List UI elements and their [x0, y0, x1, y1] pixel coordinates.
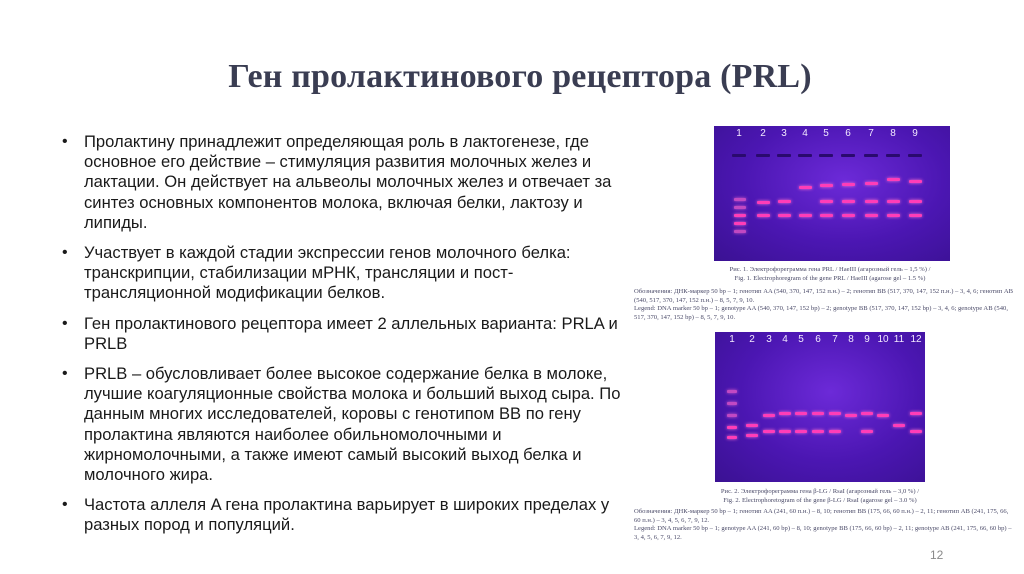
lane-label: 11	[893, 334, 905, 345]
gel-band	[842, 200, 855, 203]
lane-label: 10	[877, 334, 889, 345]
gel-well	[732, 154, 746, 157]
figure2-caption-ru: Рис. 2. Электрофореграмма гена β-LG / RsaI (агарозный гель – 3,0 %) /	[720, 488, 920, 495]
gel-band	[757, 214, 770, 217]
gel-band	[757, 201, 770, 204]
gel-band	[734, 230, 746, 233]
figure2-legend	[634, 508, 1014, 542]
bullet-text: Частота аллеля A гена пролактина варьирует в широких пределах у разных пород и популяций.	[84, 495, 610, 535]
bullet-marker: •	[62, 244, 68, 262]
gel-band	[820, 200, 833, 203]
gel-band	[861, 412, 873, 415]
lane-label: 8	[848, 334, 854, 345]
figure1-caption	[670, 266, 990, 283]
gel-band	[812, 430, 824, 433]
slide-title: Ген пролактинового рецептора (PRL)	[228, 58, 812, 95]
gel2-lane-labels	[715, 334, 925, 348]
gel-band	[727, 402, 737, 405]
lane-label: 1	[736, 128, 742, 139]
gel-band	[812, 412, 824, 415]
gel-band	[893, 424, 905, 427]
lane-label: 2	[760, 128, 766, 139]
figure2-notes-ru: Обозначения: ДНК-маркер 50 bp – 1; генотип AA (241, 60 п.н.) – 8, 10; генотип BB (175, 66, 60 п.н.) – 2, 11; генотип AB (241, 175, 66, 60 п.н.) – 3, 4, 5, 6, 7, 9, 12.	[634, 508, 1009, 524]
lane-label: 7	[832, 334, 838, 345]
gel-band	[763, 430, 775, 433]
lane-label: 3	[766, 334, 772, 345]
bullet-marker: •	[62, 496, 68, 514]
gel-band	[887, 178, 900, 181]
bullet-item	[62, 243, 622, 304]
lane-label: 2	[749, 334, 755, 345]
gel-well	[798, 154, 812, 157]
gel-image-blg	[715, 332, 925, 482]
gel-well	[841, 154, 855, 157]
page-number: 12	[930, 548, 944, 562]
figure1-notes-ru: Обозначения: ДНК-маркер 50 bp – 1; генотип AA (540, 370, 147, 152 п.н.) – 2; генотип BB (517, 370, 147, 152 п.н.) – 3, 4, 6; генотип AB (540, 517, 370, 147, 152 п.н.) – 8, 5, 7, 9, 10.	[634, 288, 1013, 304]
gel-band	[829, 430, 841, 433]
gel-band	[799, 186, 812, 189]
figure1-notes-en: Legend: DNA marker 50 bp – 1; genotype AA (540, 370, 147, 152 bp) – 2; genotype BB (517, 370, 147, 152 bp) – 3, 4, 6; genotype AB (540, 517, 370, 147, 152 bp) – 8, 5, 7, 9, 10.	[634, 305, 1008, 321]
gel-image-prl	[714, 126, 950, 261]
bullet-text: Пролактину принадлежит определяющая роль в лактогенезе, где основное его действие – стимуляция развития молочных желез и лактации. Он действует на альвеолы молочных желез и отвечает за синтез основных компонентов молока, включая белки, лактозу и липиды.	[84, 132, 612, 232]
gel1-lane-labels	[714, 128, 950, 142]
gel-band	[799, 214, 812, 217]
gel-band	[861, 430, 873, 433]
gel-band	[877, 414, 889, 417]
gel-band	[795, 430, 807, 433]
gel-band	[763, 414, 775, 417]
bullet-item	[62, 132, 622, 233]
gel-band	[778, 200, 791, 203]
gel-band	[887, 200, 900, 203]
lane-label: 4	[782, 334, 788, 345]
bullet-text: PRLB – обусловливает более высокое содержание белка в молоке, лучшие коагуляционные свойства молока и больший выход сыра. По данным многих исследователей, коровы с генотипом BB по гену пролактина являются наиболее обильномолочными и жирномолочными, а также имеют самый высокий выход белка и молочного жира.	[84, 364, 621, 485]
lane-label: 6	[815, 334, 821, 345]
gel-band	[887, 214, 900, 217]
gel-well	[777, 154, 791, 157]
lane-label: 5	[823, 128, 829, 139]
gel-band	[779, 412, 791, 415]
bullet-item	[62, 314, 622, 354]
gel-band	[910, 412, 922, 415]
gel-band	[779, 430, 791, 433]
bullet-marker: •	[62, 365, 68, 383]
figure1-legend	[634, 288, 1014, 322]
gel-band	[842, 183, 855, 186]
lane-label: 7	[868, 128, 874, 139]
gel-band	[845, 414, 857, 417]
lane-label: 9	[912, 128, 918, 139]
gel-band	[746, 434, 758, 437]
gel-band	[865, 200, 878, 203]
figure2-notes-en: Legend: DNA marker 50 bp – 1; genotype AA (241, 60 bp) – 8, 10; genotype BB (175, 66, 60 bp) – 2, 11; genotype AB (241, 175, 66, 60 bp) – 3, 4, 5, 6, 7, 9, 12.	[634, 525, 1012, 541]
gel-well	[886, 154, 900, 157]
bullet-text: Ген пролактинового рецептора имеет 2 аллельных варианта: PRLA и PRLB	[84, 313, 618, 353]
bullet-item	[62, 495, 622, 535]
gel-band	[778, 214, 791, 217]
figure1-caption-ru: Рис. 1. Электрофореграмма гена PRL / HaeIII (агарозный гель – 1,5 %) /	[729, 266, 931, 273]
lane-label: 9	[864, 334, 870, 345]
gel-well	[864, 154, 878, 157]
gel-band	[727, 436, 737, 439]
lane-label: 1	[729, 334, 735, 345]
lane-label: 12	[910, 334, 922, 345]
gel-band	[734, 198, 746, 201]
bullet-list	[62, 132, 622, 546]
figure1-caption-en: Fig. 1. Electrophoregram of the gene PRL / HaeIII (agarose gel – 1.5 %)	[734, 274, 926, 282]
gel-band	[734, 214, 746, 217]
gel-band	[910, 430, 922, 433]
gel-band	[909, 214, 922, 217]
figure2-caption	[670, 488, 970, 505]
lane-label: 4	[802, 128, 808, 139]
gel-band	[865, 182, 878, 185]
bullet-item	[62, 364, 622, 485]
gel-band	[727, 426, 737, 429]
gel-band	[734, 222, 746, 225]
lane-label: 5	[798, 334, 804, 345]
gel-band	[909, 200, 922, 203]
gel-band	[829, 412, 841, 415]
lane-label: 3	[781, 128, 787, 139]
gel-band	[820, 214, 833, 217]
gel-band	[865, 214, 878, 217]
gel-band	[820, 184, 833, 187]
gel-band	[734, 206, 746, 209]
gel-well	[819, 154, 833, 157]
gel-band	[746, 424, 758, 427]
bullet-text: Участвует в каждой стадии экспрессии генов молочного белка: транскрипции, стабилизации мРНК, трансляции и пост-трансляционной модификации белков.	[84, 243, 571, 303]
figure2-caption-en: Fig. 2. Electrophoretogram of the gene β-LG / RsaI (agarose gel – 3.0 %)	[723, 496, 917, 504]
gel-well	[756, 154, 770, 157]
bullet-marker: •	[62, 133, 68, 150]
gel-band	[842, 214, 855, 217]
lane-label: 8	[890, 128, 896, 139]
gel-band	[795, 412, 807, 415]
gel-band	[727, 390, 737, 393]
bullet-marker: •	[62, 314, 68, 332]
gel-band	[727, 414, 737, 417]
gel-band	[909, 180, 922, 183]
gel-well	[908, 154, 922, 157]
lane-label: 6	[845, 128, 851, 139]
